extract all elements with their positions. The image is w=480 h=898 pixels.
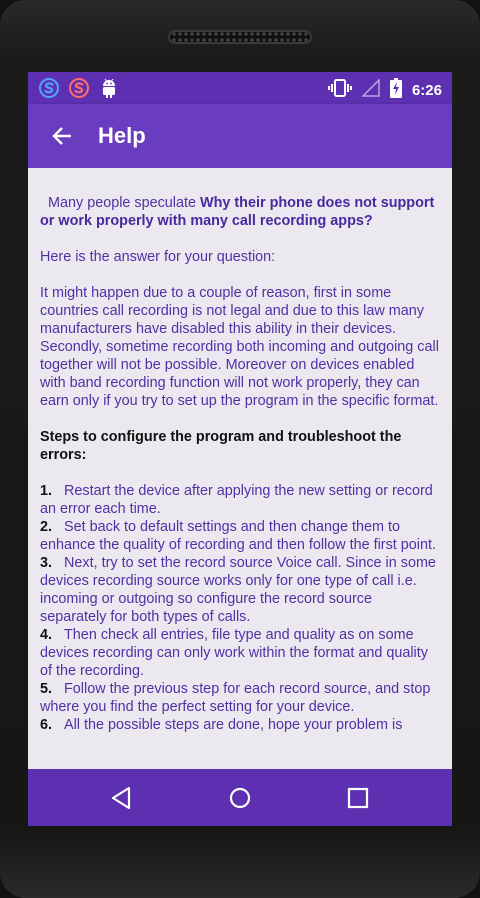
- answer-line: Here is the answer for your question:: [40, 249, 276, 265]
- earpiece-speaker: [168, 30, 312, 44]
- vibrate-icon: [328, 78, 352, 103]
- list-item: 5. Follow the previous step for each record source, and stop where you find the perfect setting for your device.: [40, 681, 431, 715]
- signal-icon: [362, 79, 380, 102]
- intro-question: Why their phone does not support or work properly with many call recording apps?: [40, 195, 435, 229]
- navigation-bar: [28, 769, 452, 826]
- arrow-left-icon: [51, 125, 73, 147]
- page-title: Help: [98, 123, 146, 148]
- explanation-paragraph: It might happen due to a couple of reason, first in some countries call recording is not legal and due to this law many manufacturers have disabled this ability in their devices. Secondly, sometime recording both incoming and outgoing call together will not be possible. Moreover on devices enabled with band recording function will not work properly, they can earn only if you try to set up the program in the specific format.: [40, 285, 439, 409]
- list-item: 4. Then check all entries, file type and quality as on some devices recording can only work within the format and quality of the recording.: [40, 627, 428, 679]
- triangle-back-icon: [110, 786, 132, 810]
- battery-charging-icon: [390, 78, 402, 103]
- status-clock: 6:26: [411, 82, 442, 99]
- app-s-blue-icon: [38, 77, 60, 99]
- screen: [28, 72, 452, 826]
- steps-list: [40, 482, 440, 734]
- list-item: 1. Restart the device after applying the new setting or record an error each time.: [40, 483, 433, 517]
- list-item: 3. Next, try to set the record source Voice call. Since in some devices recording source works only for one type of call i.e. incoming or outgoing so configure the record source separately for both types of calls.: [40, 555, 436, 625]
- app-s-red-icon: [68, 77, 90, 99]
- system-status-icons: [328, 78, 442, 103]
- home-nav-button[interactable]: [225, 783, 255, 813]
- intro-paragraph: [40, 194, 440, 230]
- list-item: 6. All the possible steps are done, hope your problem is: [40, 717, 403, 733]
- android-icon: [98, 77, 120, 99]
- status-bar: [28, 72, 452, 104]
- notification-icons: [38, 77, 120, 99]
- recents-nav-button[interactable]: [343, 783, 373, 813]
- list-item: 2. Set back to default settings and then change them to enhance the quality of recording and then follow the first point.: [40, 519, 436, 553]
- intro-text: Many people speculate: [48, 195, 201, 211]
- help-content[interactable]: [28, 168, 452, 769]
- circle-home-icon: [228, 786, 252, 810]
- back-nav-button[interactable]: [106, 783, 136, 813]
- app-bar: [28, 104, 452, 168]
- square-recents-icon: [347, 787, 369, 809]
- back-button[interactable]: [46, 120, 78, 152]
- steps-heading: Steps to configure the program and troubleshoot the errors:: [40, 429, 402, 463]
